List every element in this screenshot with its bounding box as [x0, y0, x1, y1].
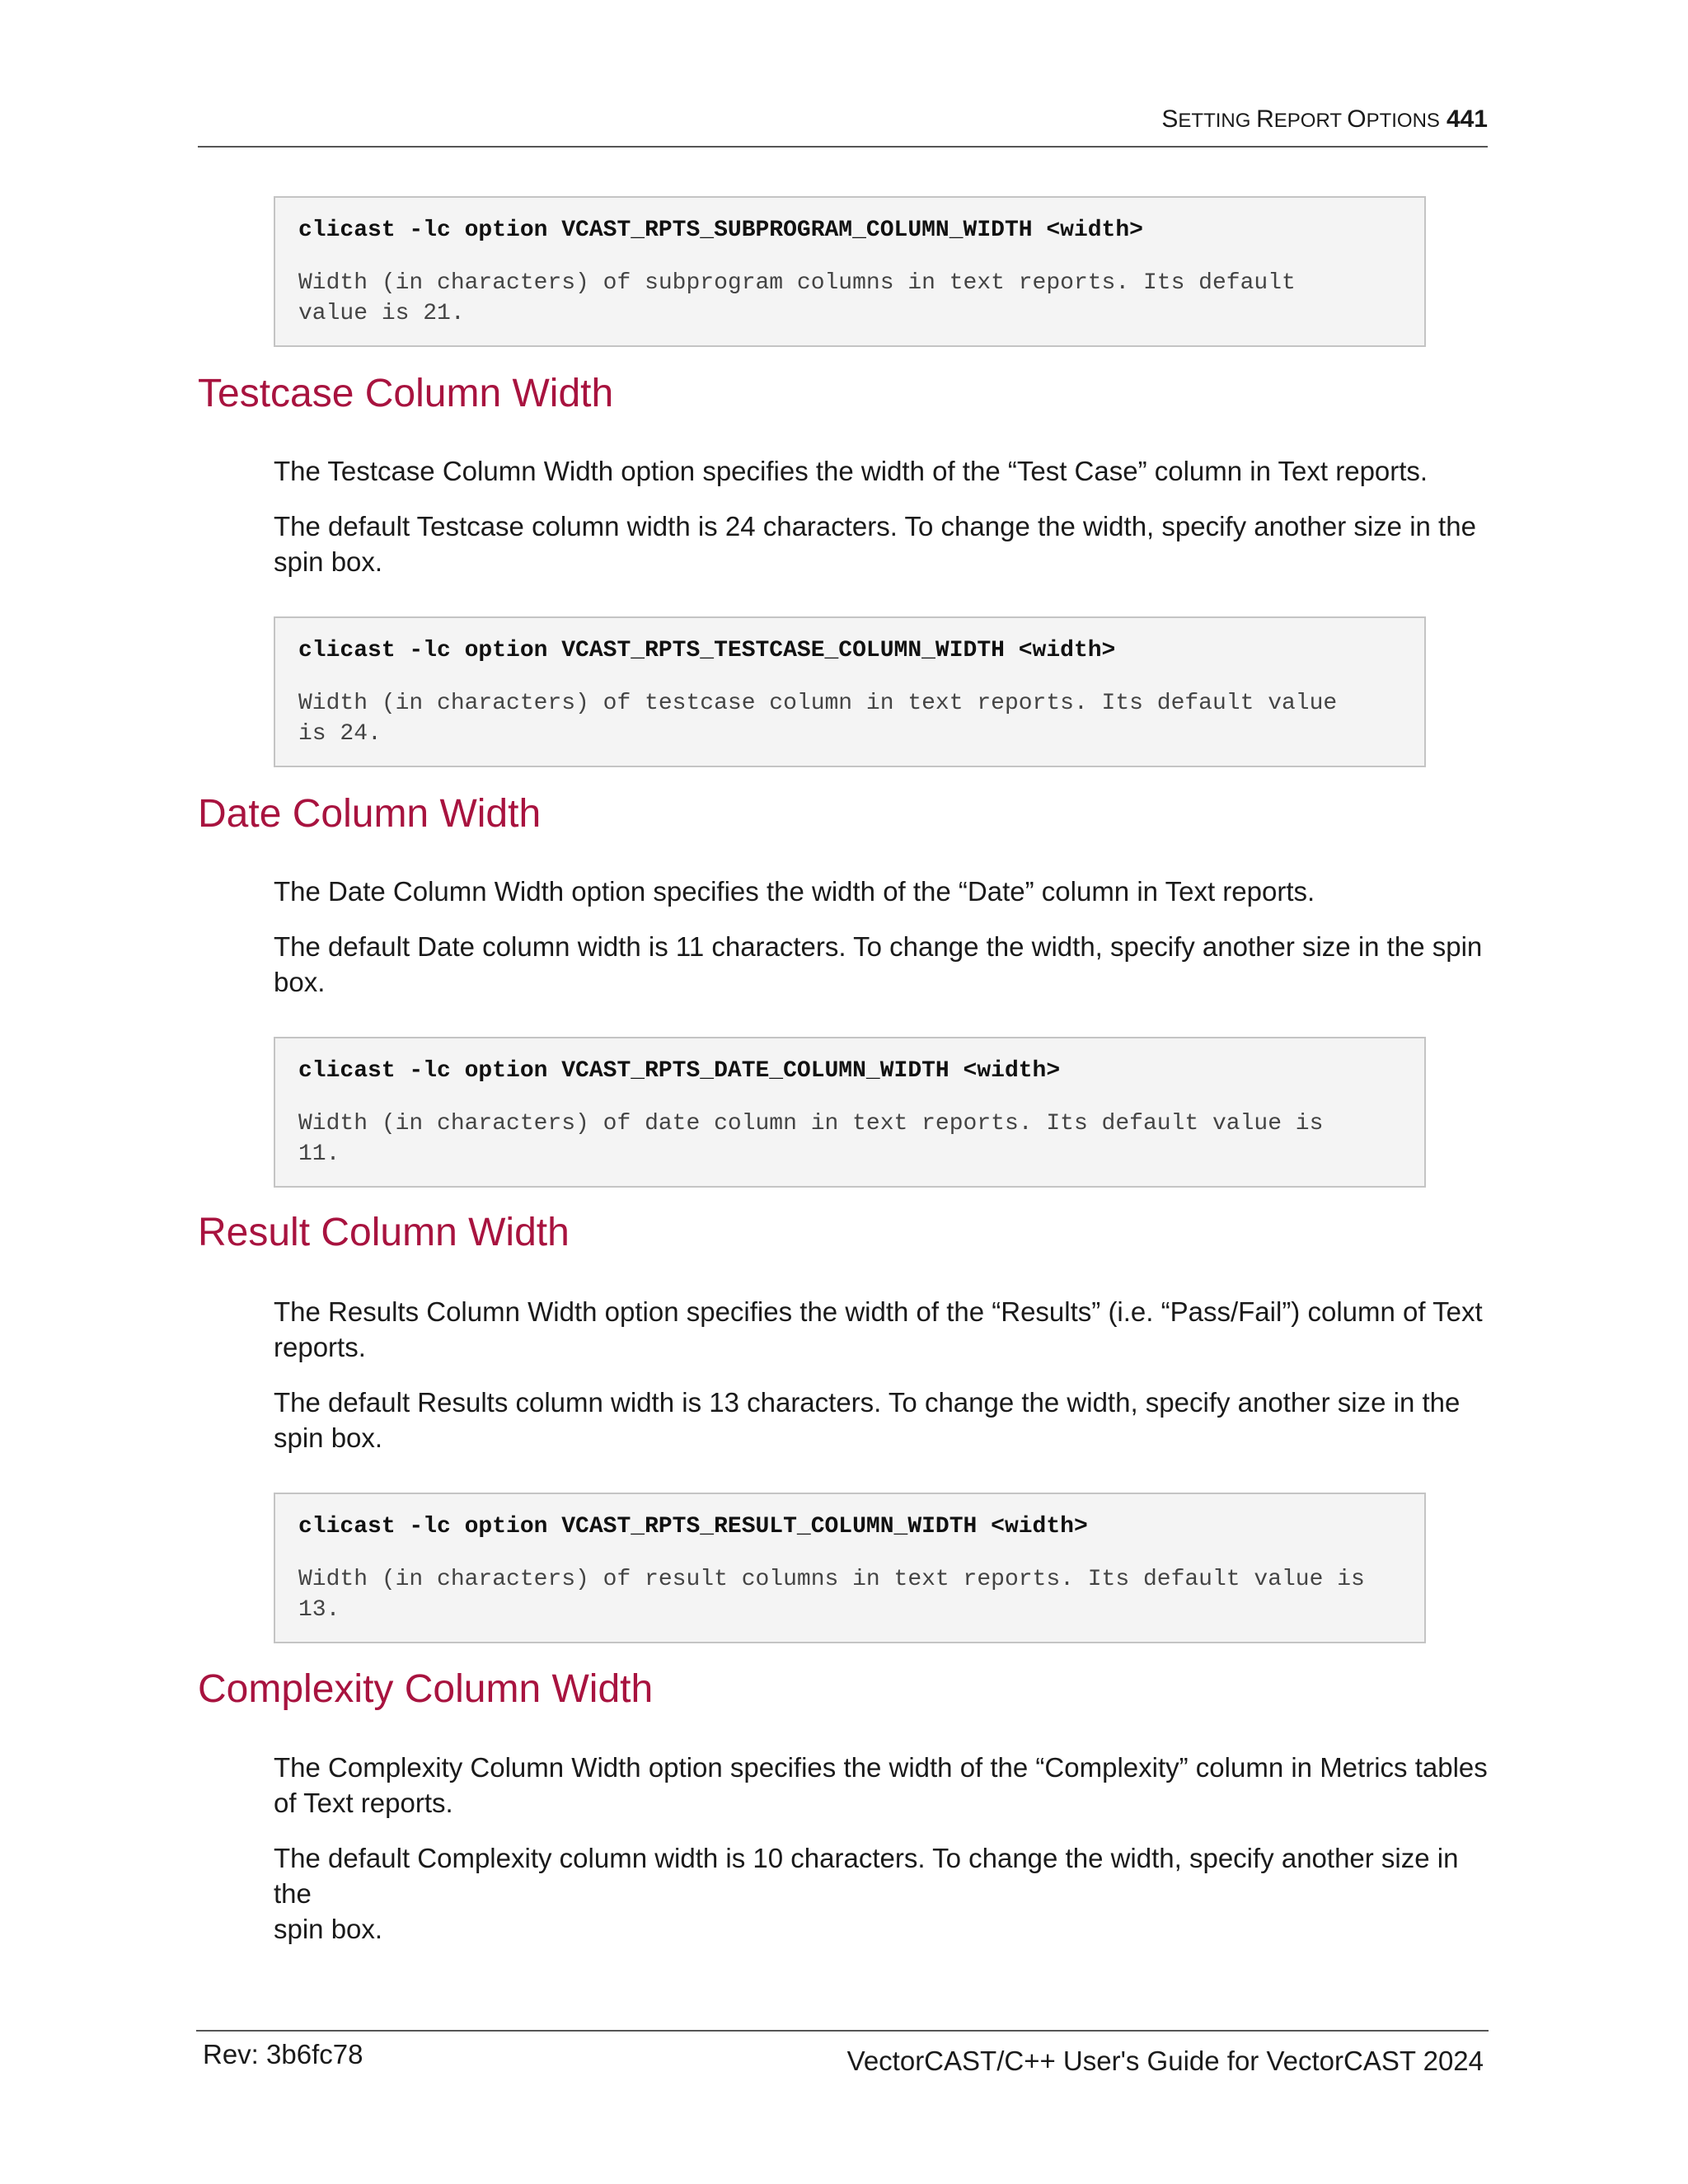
result-desc-line1: Width (in characters) of result columns in text reports. Its default value is — [298, 1567, 1365, 1592]
date-para1: The Date Column Width option specifies the width of the “Date” column in Text reports. — [274, 876, 1315, 907]
complexity-para2-line1: The default Complexity column width is 10 characters. To change the width, specify another size in the — [274, 1843, 1459, 1909]
result-heading: Result Column Width — [198, 1211, 570, 1254]
testcase-code-box — [274, 616, 1426, 767]
testcase-desc-line2: is 24. — [298, 721, 382, 747]
date-description — [298, 1108, 1401, 1169]
date-heading: Date Column Width — [198, 792, 542, 836]
header-title-eport: EPORT — [1273, 110, 1348, 132]
date-para2-line2: box. — [274, 967, 326, 997]
header-title-r: R — [1256, 105, 1274, 133]
complexity-heading: Complexity Column Width — [198, 1667, 654, 1711]
subprogram-description — [298, 268, 1401, 329]
page-number: 441 — [1446, 105, 1488, 133]
result-para2-line1: The default Results column width is 13 characters. To change the width, specify another size in the — [274, 1387, 1461, 1418]
testcase-heading: Testcase Column Width — [198, 372, 614, 415]
testcase-para2-line1: The default Testcase column width is 24 characters. To change the width, specify another size in the — [274, 511, 1476, 541]
result-description — [298, 1564, 1401, 1625]
date-code-box — [274, 1037, 1426, 1188]
subprogram-code-box — [274, 196, 1426, 347]
subprogram-desc-line2: value is 21. — [298, 301, 465, 326]
footer-divider — [196, 2030, 1489, 2032]
testcase-para2-line2: spin box. — [274, 546, 383, 577]
testcase-command: clicast -lc option VCAST_RPTS_TESTCASE_COLUMN_WIDTH <width> — [298, 638, 1116, 663]
subprogram-desc-line1: Width (in characters) of subprogram columns in text reports. Its default — [298, 270, 1296, 296]
header-title-ptions: PTIONS — [1366, 110, 1440, 132]
result-code-box — [274, 1493, 1426, 1643]
header-title-o: O — [1347, 105, 1367, 133]
header-title-etting: ETTING — [1178, 110, 1257, 132]
running-header — [198, 105, 1488, 134]
footer-guide-title: VectorCAST/C++ User's Guide for VectorCAST 2024 — [846, 2046, 1484, 2076]
complexity-para1-line2: of Text reports. — [274, 1788, 453, 1818]
footer-revision: Rev: 3b6fc78 — [203, 2039, 363, 2069]
subprogram-command: clicast -lc option VCAST_RPTS_SUBPROGRAM_COLUMN_WIDTH <width> — [298, 218, 1143, 243]
result-desc-line2: 13. — [298, 1597, 340, 1623]
testcase-para2 — [274, 509, 1493, 579]
date-para2-line1: The default Date column width is 11 characters. To change the width, specify another size in the spin — [274, 931, 1483, 962]
date-command: clicast -lc option VCAST_RPTS_DATE_COLUMN_WIDTH <width> — [298, 1058, 1061, 1084]
result-command: clicast -lc option VCAST_RPTS_RESULT_COLUMN_WIDTH <width> — [298, 1514, 1088, 1540]
testcase-para1: The Testcase Column Width option specifies the width of the “Test Case” column in Text reports. — [274, 456, 1428, 486]
result-para1-line2: reports. — [274, 1332, 366, 1362]
complexity-para1 — [274, 1750, 1493, 1821]
testcase-description — [298, 688, 1401, 749]
result-para1-line1: The Results Column Width option specifies the width of the “Results” (i.e. “Pass/Fail”) column of Text — [274, 1296, 1483, 1327]
date-desc-line2: 11. — [298, 1141, 340, 1167]
result-para1 — [274, 1294, 1493, 1365]
result-para2-line2: spin box. — [274, 1422, 383, 1453]
header-divider — [198, 146, 1488, 148]
testcase-desc-line1: Width (in characters) of testcase column in text reports. Its default value — [298, 691, 1338, 716]
complexity-para1-line1: The Complexity Column Width option specifies the width of the “Complexity” column in Metrics tables — [274, 1752, 1488, 1783]
result-para2 — [274, 1385, 1493, 1455]
date-para2 — [274, 929, 1493, 1000]
complexity-para2 — [274, 1840, 1493, 1947]
date-desc-line1: Width (in characters) of date column in text reports. Its default value is — [298, 1111, 1324, 1137]
complexity-para2-line2: spin box. — [274, 1914, 383, 1944]
header-title-s: S — [1161, 105, 1179, 133]
